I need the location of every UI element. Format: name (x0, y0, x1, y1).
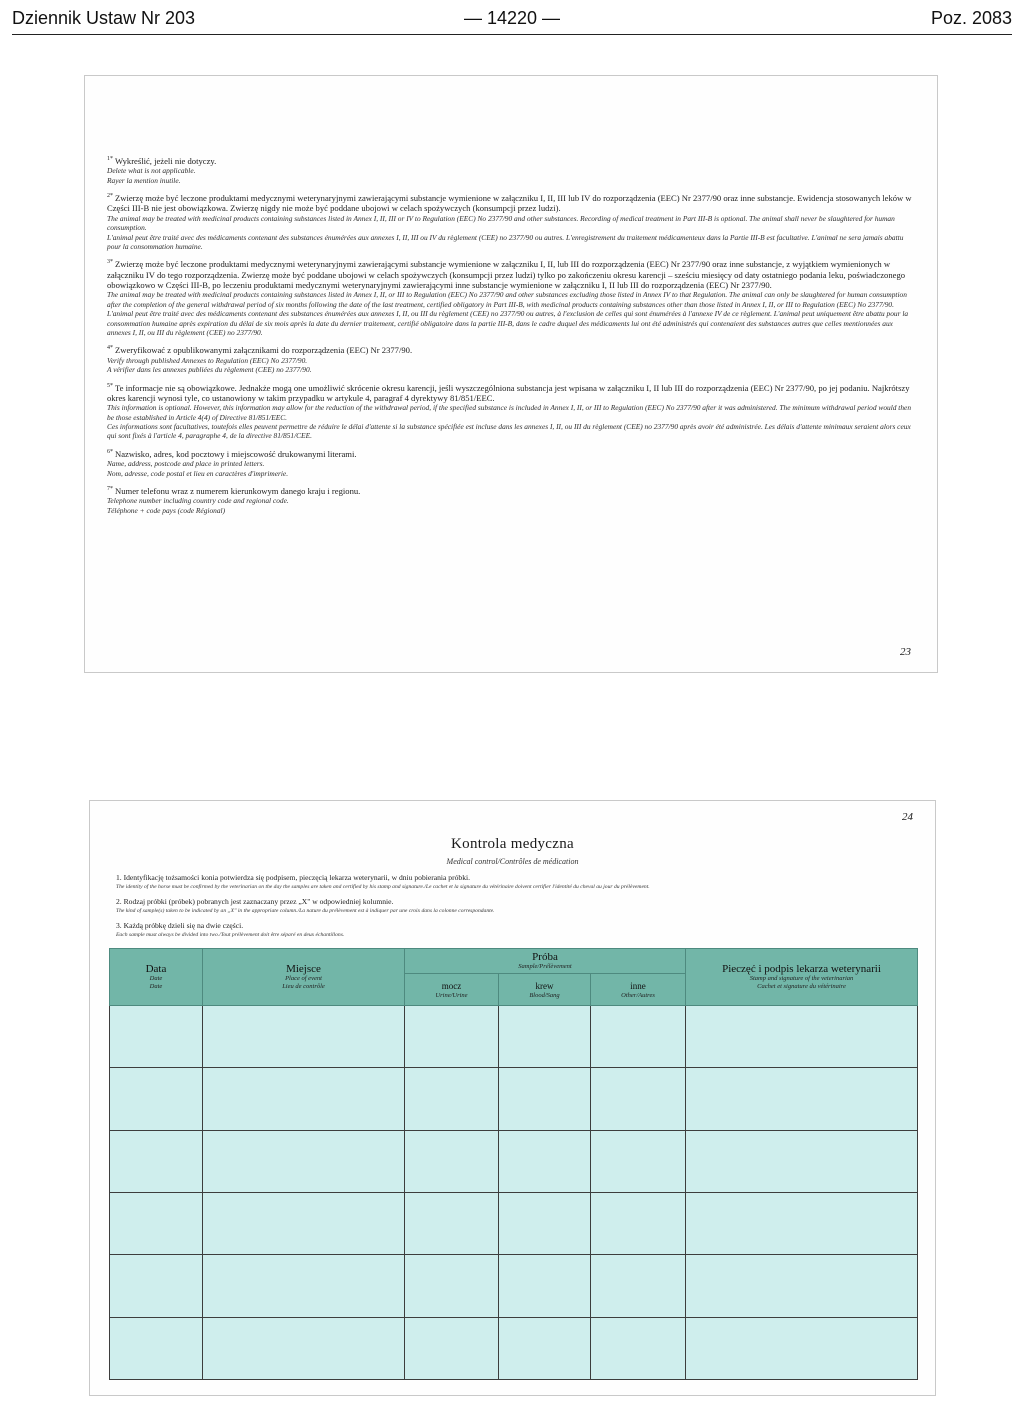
header-translation: Sample/Prélèvement (518, 963, 572, 970)
table-row (110, 1006, 918, 1068)
date-cell[interactable] (110, 1317, 203, 1379)
place-cell[interactable] (203, 1068, 405, 1130)
section-title: Kontrola medyczna (451, 836, 574, 852)
header-label: Próba (532, 951, 558, 963)
blood-cell[interactable] (499, 1192, 591, 1254)
header-label: Miejsce (286, 963, 321, 975)
page-number: 24 (902, 811, 913, 823)
date-cell[interactable] (110, 1255, 203, 1317)
instruction-text-translation: Each sample must always be divided into two./Tout prélèvement doit être séparé en deux échantillons. (116, 931, 345, 938)
footnote-text-en: This information is optional. However, this information may allow for the reduction of the withdrawal period, if the specified substance is included in Annex I, II, or III to Regulation (EEC) No 2377/90 after it was administered. The minimum withdrawal period would then be those established in Article 4(4) of Directive 81/851/EEC. (107, 403, 912, 422)
instruction-2 (116, 897, 916, 915)
footnote-text-pl: Zweryfikować z opublikowanymi załącznikami do rozporządzenia (EEC) Nr 2377/90. (115, 345, 413, 356)
footnote-mark: 1* (107, 156, 113, 162)
passport-page-24 (89, 800, 936, 1396)
instruction-text-pl: 2. Rodzaj próbki (próbek) pobranych jest zaznaczany przez „X" w odpowiedniej kolumnie. (116, 897, 394, 906)
header-translation: Urine/Urine (435, 991, 468, 999)
blood-cell[interactable] (499, 1255, 591, 1317)
header-label: Data (145, 963, 167, 975)
header-label: Pieczęć i podpis lekarza weterynarii (722, 963, 881, 975)
column-header-urine (405, 974, 499, 1006)
medical-control-table (109, 948, 918, 1380)
instruction-1 (116, 873, 916, 891)
footnote-mark: 3* (107, 259, 113, 266)
urine-cell[interactable] (405, 1192, 499, 1254)
footnote-mark: 7* (107, 485, 113, 492)
page-number: 23 (900, 646, 911, 658)
place-cell[interactable] (203, 1255, 405, 1317)
other-cell[interactable] (591, 1006, 686, 1068)
running-head (12, 8, 1012, 34)
blood-cell[interactable] (499, 1068, 591, 1130)
other-cell[interactable] (591, 1130, 686, 1192)
date-cell[interactable] (110, 1130, 203, 1192)
header-rule (12, 34, 1012, 35)
blood-cell[interactable] (499, 1006, 591, 1068)
header-label: krew (535, 980, 554, 991)
header-label: inne (630, 980, 646, 991)
urine-cell[interactable] (405, 1255, 499, 1317)
column-header-other (591, 974, 686, 1006)
section-subtitle: Medical control/Contrôles de médication (446, 857, 579, 866)
header-translation: Cachet et signature du vétérinaire (757, 983, 846, 990)
header-translation: Date (149, 975, 163, 982)
footnote-text-fr: L'animal peut être traité avec des médicaments contenant des substances énumérées aux annexes I, II, III ou IV du règlement (CEE) no 2377/90 ou autres. L'enregistrement du traitement médicamenteux dans la Partie III-B est facultative. L'animal ne sera jamais abattu pour la consommation humaine. (107, 232, 904, 251)
header-translation: Blood/Sang (529, 991, 560, 999)
column-header-blood (499, 974, 591, 1006)
footnote-text-fr: A vérifier dans les annexes publiées du règlement (CEE) no 2377/90. (107, 365, 312, 375)
place-cell[interactable] (203, 1006, 405, 1068)
instruction-text-translation: The kind of sample(s) taken to be indicated by an „X" in the appropriate column./La nature du prélèvement est à indiquer par une croix dans la colonne correspondante. (116, 907, 495, 914)
footnote-mark: 6* (107, 448, 113, 455)
vet-stamp-cell[interactable] (686, 1317, 918, 1379)
instruction-3 (116, 921, 916, 939)
vet-stamp-cell[interactable] (686, 1130, 918, 1192)
footnote-text-en: The animal may be treated with medicinal products containing substances listed in Annex I, II, or III to Regulation (EEC) No 2377/90 and other substances excluding those listed in Annex IV to that Regulation. The animal can only be slaughtered for human consumption after the completion of the general withdrawal period of six months following the date of the last treatment, certified obligatory in Part III-B, with medicinal products containing substances other than those listed in Annex I, II, or III to Regulation (EEC) No 2377/90. (107, 290, 907, 309)
footnote-text-en: Name, address, postcode and place in printed letters. (107, 459, 265, 469)
footnote-text-pl: Zwierzę może być leczone produktami medycznymi weterynaryjnymi zawierającymi substancje wymienione w załączniku I, II, lub III do rozporządzenia (EEC) Nr 2377/90 oraz inne substancje, z wyjątkiem wymienionych w załączniku IV do tego rozporządzenia. Zwierzę może być poddane ubojowi w celach spożywczych (konsumpcji przez ludzi) tylko po zakończeniu okresu karencji – sześciu miesięcy od daty ostatniego podania leku, poświadczonego obowiązkowo w Części III-B, po leczeniu produktami medycznymi weterynaryjnymi zawierającymi inne substancje wymienione w załączniku I, II lub III do rozporządzenia (EEC) Nr 2377/90. (107, 259, 906, 291)
footnote-3 (107, 257, 917, 337)
header-translation: Other/Autres (621, 991, 655, 999)
vet-stamp-cell[interactable] (686, 1255, 918, 1317)
other-cell[interactable] (591, 1255, 686, 1317)
vet-stamp-cell[interactable] (686, 1006, 918, 1068)
other-cell[interactable] (591, 1317, 686, 1379)
column-header-place (203, 949, 405, 1006)
passport-page-23 (84, 75, 938, 673)
column-header-vet-stamp (686, 949, 918, 1006)
footnote-text-fr: Rayer la mention inutile. (107, 175, 181, 185)
table-row (110, 1130, 918, 1192)
vet-stamp-cell[interactable] (686, 1068, 918, 1130)
table-row (110, 1255, 918, 1317)
footnote-text-en: Delete what is not applicable. (107, 166, 196, 176)
footnote-text-fr: Ces informations sont facultatives, toutefois elles peuvent permettre de réduire le délai d'attente si la substance spécifiée est incluse dans les annexes I, II, ou III du règlement (CEE) no 2377/90 après avoir été administrée. Les délais d'attente minimaux seraient alors ceux qui sont fixés à l'article 4, paragraphe 4, de la directive 81/851/CEE. (107, 422, 911, 441)
other-cell[interactable] (591, 1068, 686, 1130)
footnote-6 (107, 447, 917, 478)
footnote-text-fr: Nom, adresse, code postal et lieu en caractères d'imprimerie. (107, 468, 289, 478)
footnote-2 (107, 191, 917, 251)
footnote-text-pl: Te informacje nie są obowiązkowe. Jednakże mogą one umożliwić skrócenie okresu karencji, jeśli wyszczególniona substancja jest wpisana w załączniku I, II lub III do rozporządzenia (EEC) Nr 2377/90, po jej podaniu. Najkrótszy okres karencji wynosi tyle, co ustanowiony w takim przypadku w artykule 4, paragraf 4 dyrektywy 81/851/EEC. (107, 382, 910, 403)
footnote-text-fr: L'animal peut être traité avec des médicaments contenant des substances énumérées aux annexes I, II, ou III du règlement (CEE) no 2377/90 ou autres, à l'exclusion de celles qui sont énumérées à l'annexe IV de ce règlement. L'animal peut uniquement être abattu pour la consommation humaine après expiration du délai de six mois après la date du dernier traitement, certifié obligatoire dans la partie III-B, dans le cadre duquel des médicaments lui ont été administrés qui contenaient des substances autres que celles mentionnées aux annexes I, II, ou III du règlement (CEE) no 2377/90. (107, 309, 909, 338)
footnote-text-en: Telephone number including country code and regional code. (107, 496, 289, 506)
position-number: Poz. 2083 (930, 8, 1012, 28)
instruction-text-pl: 1. Identyfikację tożsamości konia potwierdza się podpisem, pieczęcią lekarza weterynarii, w dniu pobierania próbki. (116, 873, 471, 882)
date-cell[interactable] (110, 1006, 203, 1068)
urine-cell[interactable] (405, 1317, 499, 1379)
header-translation: Stamp and signature of the veterinarian (749, 975, 854, 982)
header-translation: Place of event (285, 975, 322, 982)
footnotes (107, 154, 917, 521)
column-header-sample (405, 949, 686, 974)
other-cell[interactable] (591, 1192, 686, 1254)
table-row (110, 1068, 918, 1130)
footnote-mark: 5* (107, 382, 113, 389)
footnote-text-en: The animal may be treated with medicinal products containing substances listed in Annex I, II, III or IV to Regulation (EEC) No 2377/90 and other substances. Recording of medical treatment in Part III-B is optional. The animal shall never be slaughtered for human consumption. (107, 213, 895, 233)
footnote-5 (107, 381, 917, 441)
footnote-text-pl: Wykreślić, jeżeli nie dotyczy. (115, 155, 217, 166)
footnote-mark: 2* (107, 193, 113, 200)
footnote-text-fr: Téléphone + code pays (code Régional) (107, 505, 226, 515)
instruction-text-pl: 3. Każdą próbkę dzieli się na dwie części. (116, 921, 244, 930)
header-label: mocz (441, 980, 462, 991)
footnote-text-pl: Numer telefonu wraz z numerem kierunkowym danego kraju i regionu. (115, 485, 361, 496)
blood-cell[interactable] (499, 1130, 591, 1192)
journal-title: Dziennik Ustaw Nr 203 (12, 8, 196, 28)
column-header-date (110, 949, 203, 1006)
blood-cell[interactable] (499, 1317, 591, 1379)
header-translation: Lieu de contrôle (282, 983, 325, 990)
header-translation: Date (149, 983, 163, 990)
footnote-text-pl: Nazwisko, adres, kod pocztowy i miejscowość drukowanymi literami. (115, 448, 357, 459)
journal-page-number: — 14220 — (463, 8, 561, 28)
footnote-1 (107, 154, 917, 185)
place-cell[interactable] (203, 1130, 405, 1192)
footnote-4 (107, 343, 917, 374)
footnote-text-en: Verify through published Annexes to Regulation (EEC) No 2377/90. (107, 355, 308, 365)
vet-stamp-cell[interactable] (686, 1192, 918, 1254)
footnote-text-pl: Zwierzę może być leczone produktami medycznymi weterynaryjnymi zawierającymi substancje wymienione w załączniku I, II, III lub IV do rozporządzenia (EEC) Nr 2377/90 oraz inne substancje. Ewidencja stosowanych leków w Części III-B nie jest obowiązkowa. Zwierzę nigdy nie może być poddane ubojowi w celach spożywczych (konsumpcji przez ludzi). (107, 192, 912, 214)
instruction-text-translation: The identity of the horse must be confirmed by the veterinarian on the day the samples are taken and certified by his stamp and signature./Le cachet et la signature du vétérinaire doivent certifier l'identité du cheval au jour du prélèvement. (116, 883, 650, 890)
urine-cell[interactable] (405, 1068, 499, 1130)
date-cell[interactable] (110, 1068, 203, 1130)
urine-cell[interactable] (405, 1130, 499, 1192)
table-row (110, 1192, 918, 1254)
footnote-mark: 4* (107, 345, 113, 352)
urine-cell[interactable] (405, 1006, 499, 1068)
place-cell[interactable] (203, 1317, 405, 1379)
footnote-7 (107, 484, 917, 515)
table-row (110, 1317, 918, 1379)
place-cell[interactable] (203, 1192, 405, 1254)
date-cell[interactable] (110, 1192, 203, 1254)
